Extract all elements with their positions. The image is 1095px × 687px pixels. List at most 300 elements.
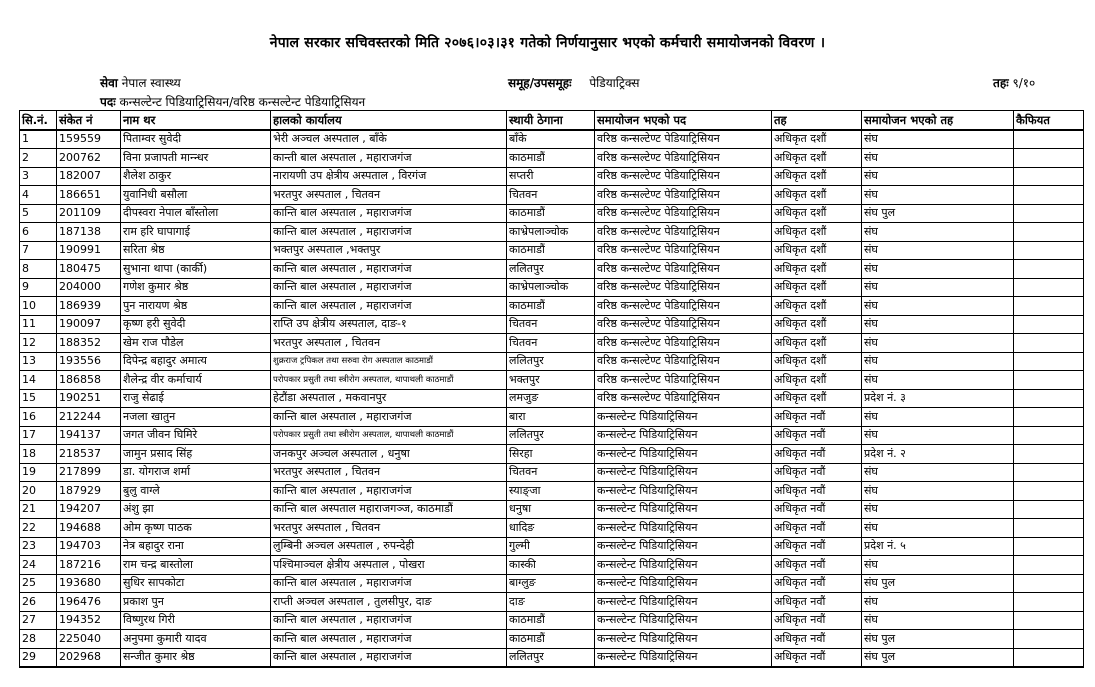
cell-office: कान्ति बाल अस्पताल , महाराजगंज (271, 223, 507, 242)
header-cell-remarks: कैफियत (1014, 111, 1084, 130)
table-row (20, 297, 1084, 316)
cell-post: वरिष्ठ कन्सल्टेण्ट पेडियाट्रिसियन (595, 278, 772, 297)
cell-adjusted-level: संघ (862, 611, 1014, 630)
cell-remarks (1014, 648, 1084, 667)
cell-office: कान्ति बाल अस्पताल , महाराजगंज (271, 611, 507, 630)
cell-level: अधिकृत नवौं (772, 426, 862, 445)
samuha-value: पेडियाट्रिक्स (589, 76, 640, 90)
cell-level: अधिकृत दशौं (772, 334, 862, 353)
taha-label: तहः (993, 76, 1009, 90)
cell-code: 193680 (57, 574, 121, 593)
cell-remarks (1014, 352, 1084, 371)
cell-remarks (1014, 130, 1084, 149)
table-row (20, 371, 1084, 390)
table-row (20, 223, 1084, 242)
cell-adjusted-level: प्रदेश नं. ५ (862, 537, 1014, 556)
cell-level: अधिकृत दशौं (772, 223, 862, 242)
cell-remarks (1014, 371, 1084, 390)
cell-adjusted-level: संघ (862, 334, 1014, 353)
cell-code: 190991 (57, 241, 121, 260)
cell-office: कान्ति बाल अस्पताल , महाराजगंज (271, 648, 507, 667)
cell-sn: 11 (20, 315, 57, 334)
cell-remarks (1014, 408, 1084, 427)
cell-address: बारा (507, 408, 595, 427)
cell-post: कन्सल्टेन्ट पिडियाट्रिसियन (595, 630, 772, 649)
cell-office: राप्ति उप क्षेत्रीय अस्पताल, दाङ-१ (271, 315, 507, 334)
cell-office: भरतपुर अस्पताल , चितवन (271, 334, 507, 353)
cell-address: चितवन (507, 334, 595, 353)
cell-level: अधिकृत नवौं (772, 519, 862, 538)
cell-name: विष्णुरथ गिरी (121, 611, 271, 630)
cell-adjusted-level: संघ (862, 556, 1014, 575)
cell-code: 180475 (57, 260, 121, 279)
seva-field (100, 74, 181, 91)
cell-adjusted-level: संघ (862, 315, 1014, 334)
cell-name: डा. योगराज शर्मा (121, 463, 271, 482)
cell-name: विना प्रजापती मान्न्धर (121, 149, 271, 168)
cell-adjusted-level: संघ (862, 167, 1014, 186)
cell-adjusted-level: संघ (862, 593, 1014, 612)
cell-sn: 29 (20, 648, 57, 667)
table-row (20, 241, 1084, 260)
cell-name: नजला खातुन (121, 408, 271, 427)
cell-sn: 15 (20, 389, 57, 408)
cell-sn: 7 (20, 241, 57, 260)
cell-address: काठमाडौं (507, 204, 595, 223)
cell-office: कान्ति बाल अस्पताल , महाराजगंज (271, 278, 507, 297)
cell-address: काठमाडौं (507, 611, 595, 630)
cell-office: भक्तपुर अस्पताल ,भक्तपुर (271, 241, 507, 260)
cell-office: परोपकार प्रसुती तथा स्त्रीरोग अस्पताल, थापाथली काठमाडौं (271, 426, 507, 445)
cell-level: अधिकृत दशौं (772, 241, 862, 260)
cell-address: काभ्रेपलाञ्चोक (507, 223, 595, 242)
cell-address: लमजुङ (507, 389, 595, 408)
cell-name: बुलु वाग्ले (121, 482, 271, 501)
cell-code: 187216 (57, 556, 121, 575)
cell-sn: 20 (20, 482, 57, 501)
cell-code: 217899 (57, 463, 121, 482)
cell-address: सिरहा (507, 445, 595, 464)
cell-adjusted-level: संघ (862, 278, 1014, 297)
cell-remarks (1014, 241, 1084, 260)
cell-adjusted-level: संघ पुल (862, 648, 1014, 667)
cell-name: शैलेश ठाकुर (121, 167, 271, 186)
table-row (20, 611, 1084, 630)
cell-level: अधिकृत दशौं (772, 315, 862, 334)
cell-address: चितवन (507, 186, 595, 205)
cell-address: ललितपुर (507, 352, 595, 371)
cell-level: अधिकृत दशौं (772, 186, 862, 205)
table-row (20, 334, 1084, 353)
cell-code: 190097 (57, 315, 121, 334)
cell-remarks (1014, 574, 1084, 593)
cell-adjusted-level: संघ (862, 426, 1014, 445)
cell-post: वरिष्ठ कन्सल्टेण्ट पेडियाट्रिसियन (595, 260, 772, 279)
cell-code: 186858 (57, 371, 121, 390)
table-row (20, 463, 1084, 482)
table-row (20, 445, 1084, 464)
cell-post: कन्सल्टेन्ट पिडियाट्रिसियन (595, 611, 772, 630)
table-row (20, 167, 1084, 186)
cell-code: 186651 (57, 186, 121, 205)
cell-code: 188352 (57, 334, 121, 353)
cell-office: कान्ति बाल अस्पताल , महाराजगंज (271, 260, 507, 279)
cell-office: हेटौंडा अस्पताल , मकवानपुर (271, 389, 507, 408)
cell-name: दिपेन्द्र बहादुर अमात्य (121, 352, 271, 371)
cell-code: 194688 (57, 519, 121, 538)
cell-adjusted-level: संघ (862, 371, 1014, 390)
table-row (20, 130, 1084, 149)
seva-label: सेवा (100, 76, 118, 90)
cell-name: कृष्ण हरी सुवेदी (121, 315, 271, 334)
cell-sn: 26 (20, 593, 57, 612)
cell-post: वरिष्ठ कन्सल्टेण्ट पेडियाट्रिसियन (595, 186, 772, 205)
cell-adjusted-level: संघ पुल (862, 630, 1014, 649)
cell-level: अधिकृत दशौं (772, 167, 862, 186)
cell-remarks (1014, 426, 1084, 445)
cell-adjusted-level: प्रदेश नं. २ (862, 445, 1014, 464)
table-row (20, 426, 1084, 445)
cell-remarks (1014, 149, 1084, 168)
cell-adjusted-level: संघ पुल (862, 204, 1014, 223)
cell-address: चितवन (507, 463, 595, 482)
cell-sn: 23 (20, 537, 57, 556)
table-row (20, 519, 1084, 538)
cell-code: 218537 (57, 445, 121, 464)
cell-address: काठमाडौं (507, 241, 595, 260)
cell-sn: 19 (20, 463, 57, 482)
cell-office: कान्ति बाल अस्पताल , महाराजगंज (271, 574, 507, 593)
cell-name: सुधिर सापकोटा (121, 574, 271, 593)
seva-value: नेपाल स्वास्थ्य (121, 76, 181, 90)
cell-name: दीपस्वरा नेपाल बाँस्तोला (121, 204, 271, 223)
cell-post: वरिष्ठ कन्सल्टेण्ट पेडियाट्रिसियन (595, 297, 772, 316)
cell-level: अधिकृत दशौं (772, 130, 862, 149)
pad-field (100, 93, 365, 110)
cell-address: काठमाडौं (507, 630, 595, 649)
cell-name: अंशु झा (121, 500, 271, 519)
cell-adjusted-level: प्रदेश नं. ३ (862, 389, 1014, 408)
cell-sn: 18 (20, 445, 57, 464)
cell-name: राजु सेढाई (121, 389, 271, 408)
cell-post: कन्सल्टेन्ट पिडियाट्रिसियन (595, 593, 772, 612)
cell-sn: 10 (20, 297, 57, 316)
cell-adjusted-level: संघ (862, 500, 1014, 519)
cell-address: ललितपुर (507, 648, 595, 667)
cell-sn: 21 (20, 500, 57, 519)
cell-name: गणेश कुमार श्रेष्ठ (121, 278, 271, 297)
cell-remarks (1014, 204, 1084, 223)
cell-remarks (1014, 297, 1084, 316)
cell-sn: 14 (20, 371, 57, 390)
cell-name: प्रकाश पुन (121, 593, 271, 612)
cell-name: अनुपमा कुमारी यादव (121, 630, 271, 649)
cell-code: 194137 (57, 426, 121, 445)
cell-office: कान्ति बाल अस्पताल , महाराजगंज (271, 482, 507, 501)
cell-remarks (1014, 611, 1084, 630)
cell-adjusted-level: संघ (862, 260, 1014, 279)
cell-level: अधिकृत नवौं (772, 482, 862, 501)
cell-remarks (1014, 445, 1084, 464)
cell-post: कन्सल्टेन्ट पिडियाट्रिसियन (595, 648, 772, 667)
cell-code: 159559 (57, 130, 121, 149)
cell-office: भरतपुर अस्पताल , चितवन (271, 186, 507, 205)
header-row (20, 111, 1084, 130)
cell-remarks (1014, 556, 1084, 575)
cell-office: परोपकार प्रसुती तथा स्त्रीरोग अस्पताल, थापाथली काठमाडौं (271, 371, 507, 390)
cell-sn: 1 (20, 130, 57, 149)
cell-level: अधिकृत दशौं (772, 260, 862, 279)
cell-address: काभ्रेपलाञ्चोक (507, 278, 595, 297)
document-title: नेपाल सरकार सचिवस्तरको मिति २०७६।०३।३१ गतेको निर्णयानुसार भएको कर्मचारी समायोजनको विवरण । (269, 35, 826, 51)
cell-name: जामुन प्रसाद सिंह (121, 445, 271, 464)
cell-office: भेरी अञ्चल अस्पताल , बाँके (271, 130, 507, 149)
cell-office: कान्ति बाल अस्पताल , महाराजगंज (271, 630, 507, 649)
cell-level: अधिकृत नवौं (772, 537, 862, 556)
cell-remarks (1014, 167, 1084, 186)
cell-sn: 24 (20, 556, 57, 575)
cell-code: 202968 (57, 648, 121, 667)
cell-level: अधिकृत दशौं (772, 297, 862, 316)
taha-value: ९/१० (1012, 76, 1036, 90)
table-row (20, 204, 1084, 223)
cell-level: अधिकृत दशौं (772, 278, 862, 297)
adjustment-table (19, 110, 1084, 668)
cell-adjusted-level: संघ (862, 223, 1014, 242)
cell-address: काठमाडौं (507, 149, 595, 168)
cell-adjusted-level: संघ पुल (862, 574, 1014, 593)
cell-office: नारायणी उप क्षेत्रीय अस्पताल , विरगंज (271, 167, 507, 186)
cell-code: 193556 (57, 352, 121, 371)
cell-code: 182007 (57, 167, 121, 186)
cell-remarks (1014, 186, 1084, 205)
cell-address: ललितपुर (507, 260, 595, 279)
cell-address: दाङ (507, 593, 595, 612)
cell-post: वरिष्ठ कन्सल्टेण्ट पेडियाट्रिसियन (595, 167, 772, 186)
cell-address: कास्की (507, 556, 595, 575)
cell-post: वरिष्ठ कन्सल्टेण्ट पेडियाट्रिसियन (595, 149, 772, 168)
cell-name: राम चन्द्र बास्तोला (121, 556, 271, 575)
cell-name: सुभाना थापा (कार्की) (121, 260, 271, 279)
cell-address: चितवन (507, 315, 595, 334)
table-row (20, 389, 1084, 408)
cell-code: 196476 (57, 593, 121, 612)
cell-post: कन्सल्टेन्ट पिडियाट्रिसियन (595, 574, 772, 593)
cell-office: कान्ती बाल अस्पताल , महाराजगंज (271, 149, 507, 168)
cell-office: कान्ति बाल अस्पताल , महाराजगंज (271, 297, 507, 316)
table-row (20, 630, 1084, 649)
cell-code: 201109 (57, 204, 121, 223)
header-cell-sn: सि.नं. (20, 111, 57, 130)
cell-post: वरिष्ठ कन्सल्टेण्ट पेडियाट्रिसियन (595, 223, 772, 242)
cell-post: कन्सल्टेन्ट पिडियाट्रिसियन (595, 463, 772, 482)
cell-post: वरिष्ठ कन्सल्टेण्ट पेडियाट्रिसियन (595, 241, 772, 260)
table-row (20, 482, 1084, 501)
cell-name: खेम राज पौडेल (121, 334, 271, 353)
cell-level: अधिकृत नवौं (772, 556, 862, 575)
cell-remarks (1014, 334, 1084, 353)
cell-sn: 5 (20, 204, 57, 223)
cell-post: कन्सल्टेन्ट पिडियाट्रिसियन (595, 445, 772, 464)
cell-office: लुम्बिनी अञ्चल अस्पताल , रुपन्देही (271, 537, 507, 556)
cell-remarks (1014, 223, 1084, 242)
header-cell-post: समायोजन भएको पद (595, 111, 772, 130)
cell-remarks (1014, 593, 1084, 612)
cell-address: धनुषा (507, 500, 595, 519)
cell-post: कन्सल्टेन्ट पिडियाट्रिसियन (595, 408, 772, 427)
cell-code: 194703 (57, 537, 121, 556)
cell-name: सरिता श्रेष्ठ (121, 241, 271, 260)
header-cell-office: हालको कार्यालय (271, 111, 507, 130)
cell-level: अधिकृत नवौं (772, 463, 862, 482)
cell-post: वरिष्ठ कन्सल्टेण्ट पेडियाट्रिसियन (595, 371, 772, 390)
cell-level: अधिकृत नवौं (772, 445, 862, 464)
cell-address: धादिङ (507, 519, 595, 538)
cell-name: ओम कृष्ण पाठक (121, 519, 271, 538)
cell-level: अधिकृत नवौं (772, 574, 862, 593)
cell-address: बाग्लुङ (507, 574, 595, 593)
cell-sn: 27 (20, 611, 57, 630)
cell-adjusted-level: संघ (862, 130, 1014, 149)
cell-sn: 22 (20, 519, 57, 538)
cell-post: कन्सल्टेन्ट पिडियाट्रिसियन (595, 537, 772, 556)
cell-code: 212244 (57, 408, 121, 427)
cell-office: कान्ति बाल अस्पताल , महाराजगंज (271, 204, 507, 223)
cell-post: कन्सल्टेन्ट पिडियाट्रिसियन (595, 519, 772, 538)
table-row (20, 278, 1084, 297)
cell-address: सप्तरी (507, 167, 595, 186)
table-row (20, 556, 1084, 575)
cell-code: 190251 (57, 389, 121, 408)
cell-name: युवानिधी बसौला (121, 186, 271, 205)
cell-post: कन्सल्टेन्ट पिडियाट्रिसियन (595, 500, 772, 519)
cell-remarks (1014, 315, 1084, 334)
cell-code: 204000 (57, 278, 121, 297)
cell-name: सन्जीत कुमार श्रेष्ठ (121, 648, 271, 667)
cell-post: कन्सल्टेन्ट पिडियाट्रिसियन (595, 426, 772, 445)
cell-name: पिताम्वर सुवेदी (121, 130, 271, 149)
cell-sn: 16 (20, 408, 57, 427)
cell-name: पुन नारायण श्रेष्ठ (121, 297, 271, 316)
cell-post: कन्सल्टेन्ट पिडियाट्रिसियन (595, 556, 772, 575)
cell-adjusted-level: संघ (862, 149, 1014, 168)
cell-office: कान्ति बाल अस्पताल , महाराजगंज (271, 408, 507, 427)
pad-value: कन्सल्टेन्ट पिडियाट्रिसियन/वरिष्ठ कन्सल्टेन्ट पेडियाट्रिसियन (119, 95, 366, 109)
cell-adjusted-level: संघ (862, 519, 1014, 538)
table-row (20, 149, 1084, 168)
cell-office: कान्ति बाल अस्पताल महाराजगञ्ज, काठमाडौं (271, 500, 507, 519)
cell-remarks (1014, 519, 1084, 538)
cell-adjusted-level: संघ (862, 408, 1014, 427)
cell-address: स्याङ्जा (507, 482, 595, 501)
cell-level: अधिकृत दशौं (772, 149, 862, 168)
cell-level: अधिकृत नवौं (772, 611, 862, 630)
cell-name: राम हरि घापागाई (121, 223, 271, 242)
cell-sn: 25 (20, 574, 57, 593)
cell-remarks (1014, 482, 1084, 501)
cell-level: अधिकृत दशौं (772, 204, 862, 223)
taha-field (993, 74, 1035, 91)
table-row (20, 648, 1084, 667)
pad-label: पदः (100, 95, 116, 109)
cell-adjusted-level: संघ (862, 186, 1014, 205)
header-cell-level: तह (772, 111, 862, 130)
table-row (20, 186, 1084, 205)
cell-adjusted-level: संघ (862, 352, 1014, 371)
header-cell-address: स्थायी ठेगाना (507, 111, 595, 130)
cell-sn: 6 (20, 223, 57, 242)
cell-level: अधिकृत दशौं (772, 389, 862, 408)
cell-code: 194352 (57, 611, 121, 630)
cell-sn: 9 (20, 278, 57, 297)
table-row (20, 352, 1084, 371)
cell-post: वरिष्ठ कन्सल्टेण्ट पेडियाट्रिसियन (595, 334, 772, 353)
header-cell-name: नाम थर (121, 111, 271, 130)
cell-name: जगत जीवन घिमिरे (121, 426, 271, 445)
cell-code: 187929 (57, 482, 121, 501)
samuha-field (508, 74, 640, 91)
cell-post: वरिष्ठ कन्सल्टेण्ट पेडियाट्रिसियन (595, 315, 772, 334)
cell-sn: 28 (20, 630, 57, 649)
cell-office: भरतपुर अस्पताल , चितवन (271, 519, 507, 538)
cell-post: कन्सल्टेन्ट पिडियाट्रिसियन (595, 482, 772, 501)
cell-sn: 13 (20, 352, 57, 371)
header-cell-code: संकेत नं (57, 111, 121, 130)
cell-level: अधिकृत नवौं (772, 408, 862, 427)
cell-post: वरिष्ठ कन्सल्टेण्ट पेडियाट्रिसियन (595, 130, 772, 149)
cell-adjusted-level: संघ (862, 463, 1014, 482)
cell-remarks (1014, 500, 1084, 519)
cell-code: 225040 (57, 630, 121, 649)
cell-level: अधिकृत नवौं (772, 593, 862, 612)
table-row (20, 260, 1084, 279)
cell-address: गुल्मी (507, 537, 595, 556)
cell-adjusted-level: संघ (862, 482, 1014, 501)
cell-level: अधिकृत नवौं (772, 648, 862, 667)
table-row (20, 574, 1084, 593)
cell-adjusted-level: संघ (862, 241, 1014, 260)
cell-name: नेत्र बहादुर राना (121, 537, 271, 556)
cell-adjusted-level: संघ (862, 297, 1014, 316)
cell-code: 186939 (57, 297, 121, 316)
table-row (20, 500, 1084, 519)
cell-address: बाँके (507, 130, 595, 149)
cell-sn: 4 (20, 186, 57, 205)
cell-name: शैलेन्द्र वीर कर्माचार्य (121, 371, 271, 390)
cell-level: अधिकृत नवौं (772, 630, 862, 649)
cell-office: भरतपुर अस्पताल , चितवन (271, 463, 507, 482)
table-row (20, 537, 1084, 556)
cell-code: 200762 (57, 149, 121, 168)
cell-post: वरिष्ठ कन्सल्टेण्ट पेडियाट्रिसियन (595, 352, 772, 371)
cell-office: शुक्रराज ट्रपिकल तथा सरुवा रोग अस्पताल काठमाडौं (271, 352, 507, 371)
cell-code: 187138 (57, 223, 121, 242)
samuha-label: समूह/उपसमूहः (508, 76, 572, 90)
cell-remarks (1014, 463, 1084, 482)
cell-remarks (1014, 389, 1084, 408)
cell-remarks (1014, 537, 1084, 556)
cell-post: वरिष्ठ कन्सल्टेण्ट पेडियाट्रिसियन (595, 204, 772, 223)
cell-address: भक्तपुर (507, 371, 595, 390)
cell-office: पश्चिमाञ्चल क्षेत्रीय अस्पताल , पोखरा (271, 556, 507, 575)
table-row (20, 593, 1084, 612)
cell-remarks (1014, 630, 1084, 649)
header-cell-adjusted-level: समायोजन भएको तह (862, 111, 1014, 130)
cell-post: वरिष्ठ कन्सल्टेण्ट पेडियाट्रिसियन (595, 389, 772, 408)
cell-remarks (1014, 278, 1084, 297)
cell-level: अधिकृत दशौं (772, 352, 862, 371)
cell-sn: 8 (20, 260, 57, 279)
